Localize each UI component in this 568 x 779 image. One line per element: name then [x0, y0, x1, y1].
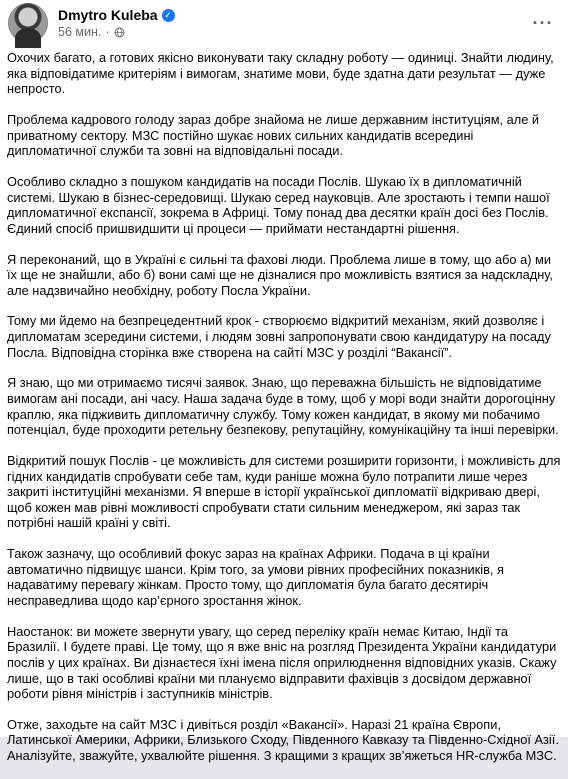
post-paragraph: Я переконаний, що в Україні є сильні та фахові люди. Проблема лише в тому, що або а) ми їх ще не знайшли, або б) вони самі ще не дізналися про можливість взятися за надскладну, але надзвичайно необхідну, роботу Посла України. [7, 251, 553, 298]
avatar[interactable] [8, 3, 48, 43]
post-paragraph: Я знаю, що ми отримаємо тисячі заявок. Знаю, що переважна більшість не відповідатиме вимогам ані посади, ані часу. Наша задача буде в тому, щоб у морі води знайти дорогоцінну краплю, яка підживить дипломатичну службу. Тому кожен кандидат, в якому ми побачимо потенціал, буде проходити ретельну безпекову, репутаційну, комунікаційну та інші перевірки. [7, 375, 559, 438]
post-paragraph: Охочих багато, а готових якісно виконувати таку складну роботу — одиниці. Знайти людину, яка відповідатиме критеріям і вимогам, знатиме мови, буде здатна дати результат — дуже непросто. [7, 50, 554, 97]
post-paragraph: Відкритий пошук Послів - це можливість для системи розширити горизонти, і можливість для гідних кандидатів спробувати себе там, куди раніше можна було потрапити лише через закриті інституційні механізми. Я вперше в історії української дипломатії відкриваю двері, щоб кожен мав рівні можливості спробувати стати сильним менеджером, які зараз так потрібні нашій країні у світі. [7, 453, 561, 531]
author-name[interactable]: Dmytro Kuleba [58, 7, 158, 23]
post-paragraph: Також зазначу, що особливий фокус зараз на країнах Африки. Подача в ці країни автоматично підвищує шанси. Крім того, за умови рівних професійних показників, я надаватиму перевагу жінкам. Просто тому, що дипломатія була багато десятиріч несправедлива щодо кар’єрного зростання жінок. [7, 546, 504, 608]
timestamp-row [58, 24, 175, 40]
separator-dot: · [105, 25, 110, 39]
post-paragraph: Проблема кадрового голоду зараз добре знайома не лише державним інституціям, але й приватному сектору. МЗС постійно шукає нових сильних кандидатів всередині дипломатичної служби та зовні на відповідальні посади. [7, 111, 540, 159]
author-row [58, 6, 175, 24]
post-paragraph: Особливо складно з пошуком кандидатів на посади Послів. Шукаю їх в дипломатичній системі. Шукаю в бізнес-середовищі. Шукаю серед науковців. Але зростають і темпи нашої дипломатичної експансії, зокрема в Африці. Тому понад два десятки країн досі без Послів. Єдиний спосіб пришвидшити ці процеси — приймати нестандартні рішення. [7, 173, 550, 236]
post-paragraph: Тому ми йдемо на безпрецедентний крок - створюємо відкритий механізм, який дозволяє і дипломатам зсередини системи, і людям зовні запропонувати свою кандидатуру на посаду Посла. Відповідна сторінка вже створена на сайті МЗС у розділі “Вакансії”. [7, 313, 551, 360]
verified-badge-icon: ✓ [162, 9, 175, 22]
post-paragraph: Наостанок: ви можете звернути увагу, що серед переліку країн немає Китаю, Індії та Бразилії. І будете праві. Це тому, що я вже вніс на розгляд Президента України кандидатури послів у цих країнах. Ви дізнаєтеся їхні імена після оприлюднення відповідних указів. Скажу лише, що в такі особливі країни ми плануємо відправити фахівців з досвідом державної роботи рівня міністрів і заступників міністрів. [7, 623, 557, 702]
post-body [7, 50, 563, 779]
post-meta [58, 6, 175, 40]
globe-icon[interactable] [114, 27, 125, 38]
more-options-icon[interactable]: ··· [532, 12, 554, 33]
post-header [8, 3, 175, 43]
post-paragraph: Отже, заходьте на сайт МЗС і дивіться розділ «Вакансії». Наразі 21 країна Європи, Латинської Америки, Африки, Близького Сходу, Південного Кавказу та Південно-Східної Азії. Аналізуйте, зважуйте, ухвалюйте рішення. З кращими з кращих зв’яжеться HR-служба МЗС. [7, 716, 559, 764]
post-timestamp[interactable]: 56 мин. [58, 25, 102, 39]
